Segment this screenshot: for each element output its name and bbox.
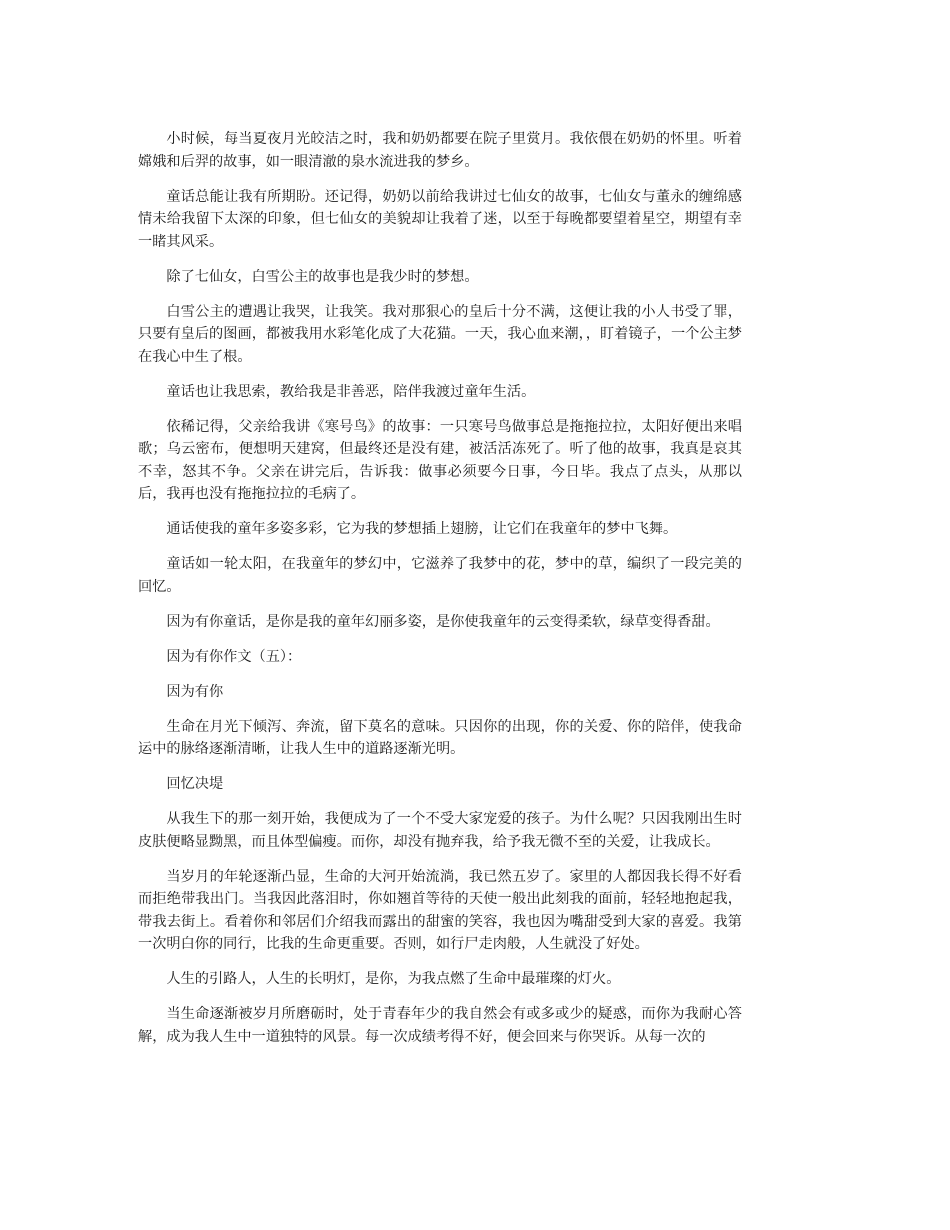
paragraph: 当生命逐渐被岁月所磨砺时，处于青春年少的我自然会有或多或少的疑惑，而你为我耐心答解，成为我人生中一道独特的风景。每一次成绩考得不好，便会回来与你哭诉。从每一次的: [138, 1006, 742, 1045]
paragraph: 从我生下的那一刻开始，我便成为了一个不受大家宠爱的孩子。为什么呢？只因我刚出生时皮肤便略显黝黑，而且体型偏瘦。而你，却没有抛弃我，给予我无微不至的关爱，让我成长。: [138, 811, 742, 850]
paragraph: 通话使我的童年多姿多彩，它为我的梦想插上翅膀，让它们在我童年的梦中飞舞。: [166, 521, 678, 537]
section-heading: 因为有你作文（五）：: [166, 648, 302, 665]
paragraph: 生命在月光下倾泻、奔流，留下莫名的意味。只因你的出现，你的关爱、你的陪伴，使我命运中的脉络逐渐清晰，让我人生中的道路逐渐光明。: [138, 718, 742, 757]
paragraph: 白雪公主的遭遇让我哭，让我笑。我对那狠心的皇后十分不满，这便让我的小人书受了罪，只要有皇后的图画，都被我用水彩笔化成了大花猫。一天，我心血来潮，，盯着镜子，一个公主梦在我心中生了根。: [138, 303, 742, 365]
paragraph: 童话也让我思索，教给我是非善恶，陪伴我渡过童年生活。: [166, 383, 536, 400]
subheading: 回忆决堤: [166, 776, 224, 792]
paragraph: 童话如一轮太阳，在我童年的梦幻中，它滋养了我梦中的花，梦中的草，编织了一段完美的回忆。: [138, 556, 742, 595]
document-body: [138, 128, 742, 1061]
paragraph: 小时候，每当夏夜月光皎洁之时，我和奶奶都要在院子里赏月。我依偎在奶奶的怀里。听着嫦娥和后羿的故事，如一眼清澈的泉水流进我的梦乡。: [138, 131, 742, 170]
paragraph: 除了七仙女，白雪公主的故事也是我少时的梦想。: [166, 268, 479, 285]
paragraph: 因为有你童话，是你是我的童年幻丽多姿，是你使我童年的云变得柔软，绿草变得香甜。: [166, 613, 720, 630]
paragraph: 当岁月的年轮逐渐凸显，生命的大河开始流淌，我已然五岁了。家里的人都因我长得不好看而拒绝带我出门。当我因此落泪时，你如翘首等待的天使一般出此刻我的面前，轻轻地抱起我，带我去街上。看着你和邻居们介绍我而露出的甜蜜的笑容，我也因为嘴甜受到大家的喜爱。我第一次明白你的同行，比我的生命更重要。否则，如行尸走肉般，人生就没了好处。: [138, 868, 742, 952]
paragraph: 依稀记得，父亲给我讲《寒号鸟》的故事：一只寒号鸟做事总是拖拖拉拉，太阳好便出来唱歌；乌云密布，便想明天建窝，但最终还是没有建，被活活冻死了。听了他的故事，我真是哀其不幸，怒其不争。父亲在讲完后，告诉我：做事必须要今日事，今日毕。我点了点头，从那以后，我再也没有拖拖拉拉的毛病了。: [138, 418, 742, 502]
article-title: 因为有你: [166, 683, 224, 700]
paragraph: 童话总能让我有所期盼。还记得，奶奶以前给我讲过七仙女的故事，七仙女与董永的缠绵感情未给我留下太深的印象，但七仙女的美貌却让我着了迷，以至于每晚都要望着星空，期望有幸一睹其风采。: [138, 188, 742, 250]
paragraph: 人生的引路人，人生的长明灯，是你，为我点燃了生命中最璀璨的灯火。: [166, 971, 621, 987]
